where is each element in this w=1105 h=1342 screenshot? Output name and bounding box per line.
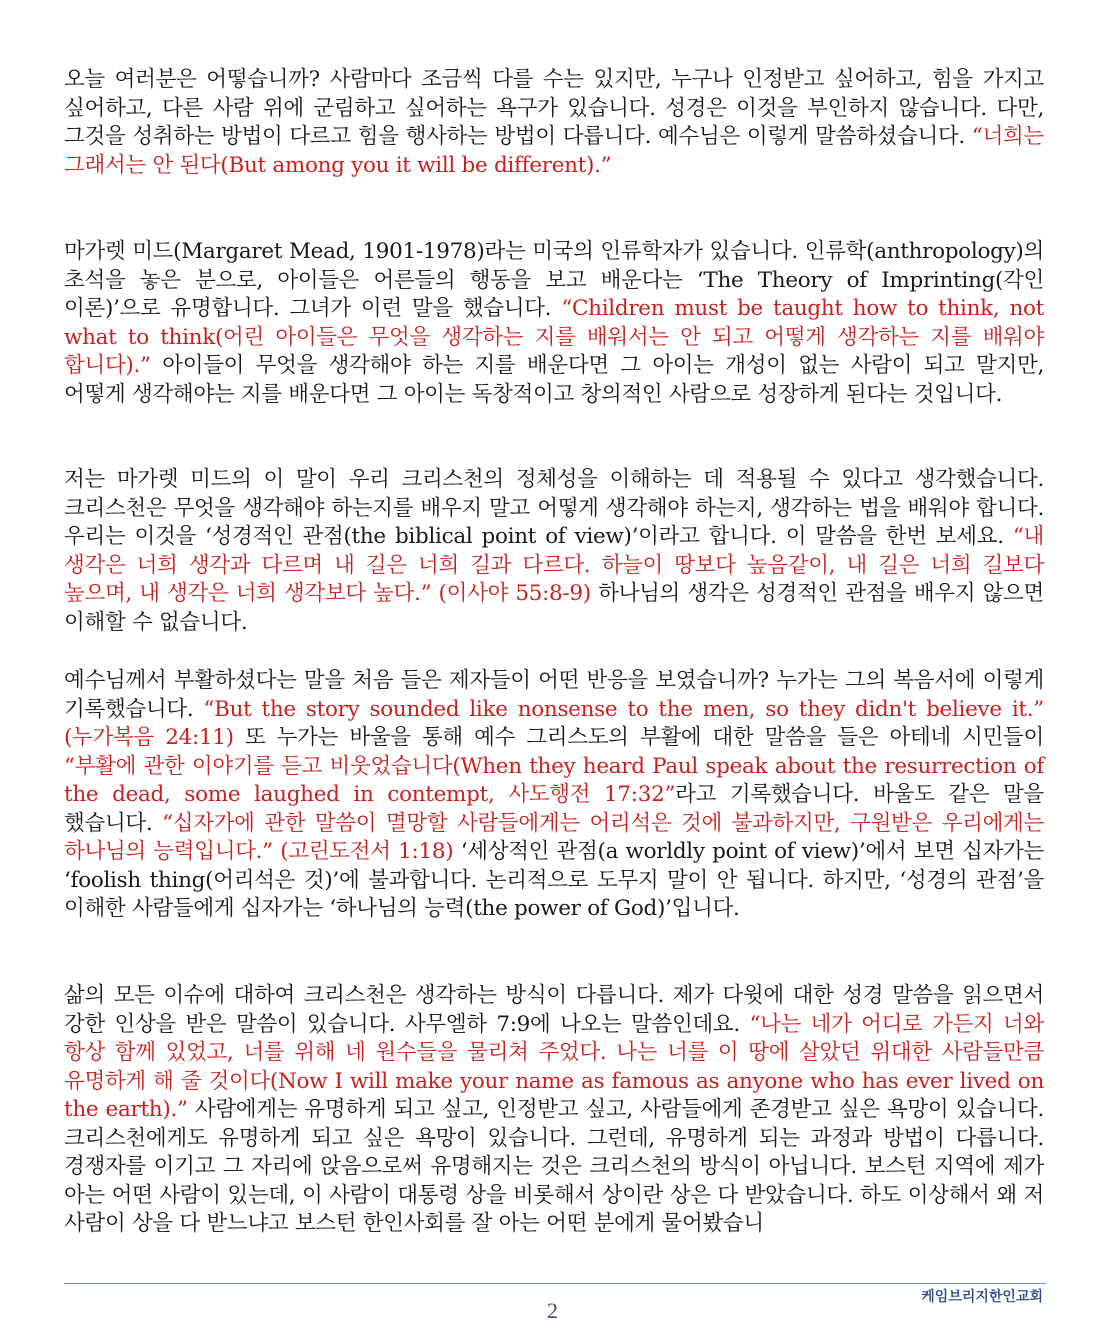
text-run: 마가렛 미드(Margaret Mead, 1901-1978)라는 미국의 인류학자가 있습니다. 인류학(anthropology)의 초석을 놓은 분으로, 아이들은 어른들의 행동을 보고 배운다는 ‘The Theory of Imprinting(각인 이론)’으로 유명합니다. 그녀가 이런 말을 했습니다.	[64, 239, 1044, 321]
page-number: 2	[547, 1298, 558, 1323]
church-name: 케임브리지한인교회	[921, 1289, 1043, 1305]
footer-divider	[64, 1283, 1046, 1284]
paragraph-3	[64, 466, 1044, 637]
quote-run: “But the story sounded like nonsense to the men, so they didn't believe it.” (누가복음 24:11)	[64, 696, 1044, 750]
paragraph-2	[64, 238, 1044, 409]
text-run: ‘세상적인 관점(a worldly point of view)’에서 보면 십자가는 ‘foolish thing(어리석은 것)’에 불과합니다. 논리적으로 도무지 말이 안 됩니다. 하지만, ‘성경의 관점’을 이해한 사람들에게 십자가는 ‘하나님의 능력(the power of God)’입니다.	[64, 839, 1044, 921]
text-run: 라고 기록했습니다. 바울도 같은 말을 했습니다.	[64, 782, 1044, 836]
quote-run: “내 생각은 너희 생각과 다르며 내 길은 너희 길과 다르다. 하늘이 땅보다 높음같이, 내 길은 너희 길보다 높으며, 내 생각은 너희 생각보다 높다.” (이사야 55:8-9)	[64, 524, 1044, 606]
quote-run: “십자가에 관한 말씀이 멸망할 사람들에게는 어리석은 것에 불과하지만, 구원받은 우리에게는 하나님의 능력입니다.” (고린도전서 1:18)	[64, 810, 1044, 864]
paragraph-4	[64, 667, 1044, 924]
text-run: 사람에게는 유명하게 되고 싶고, 인정받고 싶고, 사람들에게 존경받고 싶은 욕망이 있습니다. 크리스천에게도 유명하게 되고 싶은 욕망이 있습니다. 그런데, 유명하게 되는 과정과 방법이 다릅니다. 경쟁자를 이기고 그 자리에 앉음으로써 유명해지는 것은 크리스천의 방식이 아닙니다. 보스턴 지역에 제가 아는 어떤 사람이 있는데, 이 사람이 대통령 상을 비롯해서 상이란 상은 다 받았습니다. 하도 이상해서 왜 저 사람이 상을 다 받느냐고 보스턴 한인사회를 잘 아는 어떤 분에게 물어봤습니	[64, 1097, 1044, 1236]
quote-run: “나는 네가 어디로 가든지 너와 항상 함께 있었고, 너를 위해 네 원수들을 물리쳐 주었다. 나는 너를 이 땅에 살았던 위대한 사람들만큼 유명하게 해 줄 것이다(Now I will make your name as famous as anyone who has ever lived on the earth).”	[64, 1011, 1044, 1122]
text-run: 저는 마가렛 미드의 이 말이 우리 크리스천의 정체성을 이해하는 데 적용될 수 있다고 생각했습니다. 크리스천은 무엇을 생각해야 하는지를 배우지 말고 어떻게 생각해야 하는지, 생각하는 법을 배워야 합니다. 우리는 이것을 ‘성경적인 관점(the biblical point of view)’이라고 합니다. 이 말씀을 한번 보세요.	[64, 467, 1044, 549]
text-run: 삶의 모든 이슈에 대하여 크리스천은 생각하는 방식이 다릅니다. 제가 다윗에 대한 성경 말씀을 읽으면서 강한 인상을 받은 말씀이 있습니다. 사무엘하 7:9에 나오는 말씀인데요.	[64, 983, 1044, 1037]
text-run: 하나님의 생각은 성경적인 관점을 배우지 않으면 이해할 수 없습니다.	[64, 581, 1044, 635]
quote-run: “너희는 그래서는 안 된다(But among you it will be different).”	[64, 124, 1044, 178]
text-run: 오늘 여러분은 어떻습니까? 사람마다 조금씩 다를 수는 있지만, 누구나 인정받고 싶어하고, 힘을 가지고 싶어하고, 다른 사람 위에 군림하고 싶어하는 욕구가 있습니다. 성경은 이것을 부인하지 않습니다. 다만, 그것을 성취하는 방법이 다르고 힘을 행사하는 방법이 다릅니다. 예수님은 이렇게 말씀하셨습니다.	[64, 67, 1044, 149]
text-run: 예수님께서 부활하셨다는 말을 처음 들은 제자들이 어떤 반응을 보였습니까? 누가는 그의 복음서에 이렇게 기록했습니다.	[64, 668, 1044, 722]
text-run: 또 누가는 바울을 통해 예수 그리스도의 부활에 대한 말씀을 들은 아테네 시민들이	[233, 725, 1044, 750]
quote-run: “Children must be taught how to think, not what to think(어린 아이들은 무엇을 생각하는 지를 배워서는 안 되고 어떻게 생각하는 지를 배워야 합니다).”	[64, 296, 1045, 378]
paragraph-5	[64, 982, 1044, 1239]
quote-run: “부활에 관한 이야기를 듣고 비웃었습니다(When they heard Paul speak about the resurrection of the dead, some laughed in contempt, 사도행전 17:32”	[64, 753, 1044, 807]
paragraph-1	[64, 66, 1044, 180]
text-run: 아이들이 무엇을 생각해야 하는 지를 배운다면 그 아이는 개성이 없는 사람이 되고 말지만, 어떻게 생각해야는 지를 배운다면 그 아이는 독창적이고 창의적인 사람으로 성장하게 된다는 것입니다.	[64, 353, 1044, 407]
